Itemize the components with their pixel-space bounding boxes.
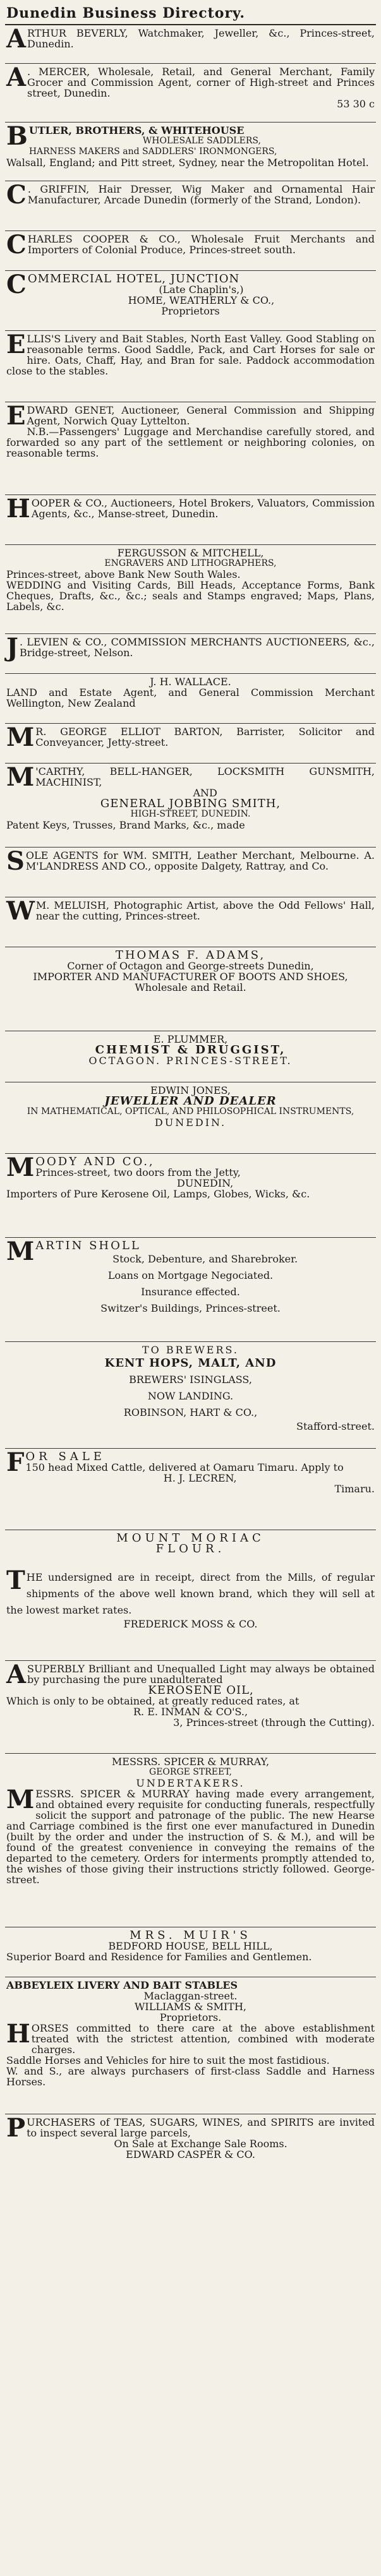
- ad-line: 3, Princes-street (through the Cutting).: [173, 1716, 375, 1728]
- ad-line: ROBINSON, HART & CO.,: [123, 1406, 258, 1418]
- ad-heading: OMMERCIAL HOTEL, JUNCTION: [27, 272, 240, 285]
- ad-levien: [5, 634, 376, 674]
- ad-text: . GRIFFIN, Hair Dresser, Wig Maker and Ornamental Hair Manufacturer, Arcade Dunedin (formerly of the Strand, London).: [27, 183, 375, 206]
- ad-line: Loans on Mortgage Negociated.: [107, 1269, 274, 1281]
- ad-text: ORSES committed to there care at the above establishment treated with the strictest attention, combined with moderate charges.: [31, 2022, 375, 2056]
- ad-line: AND: [193, 787, 217, 799]
- ad-ref: 53 30 c: [337, 98, 375, 110]
- ad-line: 150 head Mixed Cattle, delivered at Oamaru Timaru. Apply to: [25, 1461, 344, 1473]
- ad-moss: [5, 1567, 376, 1661]
- ad-line: DUNEDIN,: [177, 1177, 234, 1189]
- page-header: Dunedin Business Directory.: [6, 5, 245, 21]
- ad-line: Switzer's Buildings, Princes-street.: [100, 1302, 281, 1314]
- ad-text: LLIS'S Livery and Bait Stables, North East Valley. Good Stabling on reasonable terms. Good Saddle, Pack, and Cart Horses for sale or hire. Oats, Chaff, Hay, and Bran for sale. Paddock accommodation close to the stables.: [6, 333, 375, 377]
- ad-barton: [5, 724, 376, 764]
- ad-line: HIGH-STREET, DUNEDIN.: [130, 809, 251, 819]
- drop-cap: M: [6, 722, 35, 752]
- ad-line: H. J. LECREN,: [163, 1472, 237, 1484]
- ad-heading: E. PLUMMER,: [153, 1033, 228, 1045]
- ad-line: Saddle Horses and Vehicles for hire to suit the most fastidious.: [6, 2054, 330, 2066]
- ad-line: R. E. INMAN & CO'S.,: [133, 1706, 248, 1718]
- ad-abbeyleix: [5, 1977, 376, 2114]
- ad-line: Superior Board and Residence for Families and Gentlemen.: [6, 1951, 312, 1963]
- ad-line: Corner of Octagon and George-streets Dunedin,: [67, 960, 314, 972]
- ad-mercer: [5, 64, 376, 123]
- drop-cap: S: [6, 846, 25, 876]
- drop-cap: F: [6, 1447, 25, 1477]
- drop-cap: H: [6, 2019, 30, 2049]
- ad-edward-genet: [5, 402, 376, 495]
- ad-robinson-hart: [5, 1342, 376, 1449]
- ad-text: . LEVIEN & CO., COMMISSION MERCHANTS AUCTIONEERS, &c., Bridge-street, Nelson.: [19, 636, 375, 659]
- ad-line: KEROSENE OIL,: [148, 1684, 254, 1697]
- ad-line: Which is only to be obtained, at greatly reduced rates, at: [6, 1695, 299, 1707]
- drop-cap: A: [6, 24, 27, 54]
- ad-heading: OR SALE: [25, 1450, 106, 1463]
- ad-line: GEORGE STREET,: [149, 1767, 232, 1777]
- ad-text: WEDDING and Visiting Cards, Bill Heads, Acceptance Forms, Bank Cheques, Drafts, &c., &c.; seals and Stamps engraved; Maps, Plans, Labels, &c.: [6, 579, 375, 613]
- drop-cap: M: [6, 762, 35, 792]
- drop-cap: C: [6, 270, 27, 299]
- drop-cap: M: [6, 1153, 35, 1182]
- ad-sole-agents: [5, 848, 376, 897]
- ad-subheading: ENGRAVERS AND LITHOGRAPHERS,: [104, 558, 277, 568]
- ad-line: On Sale at Exchange Sale Rooms.: [114, 2138, 287, 2150]
- ad-text: M. MELUISH, Photographic Artist, above the Odd Fellows' Hall, near the cutting, Princes-street.: [35, 899, 375, 922]
- ad-heading: MOUNT MORIAC: [116, 1531, 265, 1545]
- ad-line: Princes-street, two doors from the Jetty,: [35, 1166, 241, 1178]
- ad-line: OCTAGON. PRINCES-STREET.: [88, 1055, 293, 1067]
- ad-subheading: WHOLESALE SADDLERS,: [142, 136, 261, 146]
- ad-heading: EDWIN JONES,: [150, 1084, 231, 1096]
- drop-cap: B: [6, 121, 28, 151]
- drop-cap: W: [6, 896, 35, 926]
- drop-cap: E: [6, 401, 26, 431]
- ad-heading: THOMAS F. ADAMS,: [115, 949, 266, 962]
- ad-charles-cooper: [5, 231, 376, 271]
- ad-inman: [5, 1661, 376, 1754]
- ad-note: N.B.—Passengers' Luggage and Merchandise carefully stored, and forwarded so any part of the settlement or neighboring colonies, on reasonable terms.: [6, 426, 375, 459]
- drop-cap: H: [6, 494, 30, 524]
- ad-text: R. GEORGE ELLIOT BARTON, Barrister, Solicitor and Conveyancer, Jetty-street.: [35, 726, 375, 748]
- drop-cap: M: [6, 1785, 35, 1814]
- ad-mccarthy: [5, 764, 376, 848]
- ad-line: GENERAL JOBBING SMITH,: [100, 797, 281, 810]
- ad-fergusson-mitchell: [5, 545, 376, 634]
- ad-arthur-beverly: [5, 25, 376, 64]
- ad-heading: ABBEYLEIX LIVERY AND BAIT STABLES: [6, 1979, 238, 1991]
- ad-line: IN MATHEMATICAL, OPTICAL, AND PHILOSOPHICAL INSTRUMENTS,: [27, 1106, 354, 1117]
- ad-line: BEDFORD HOUSE, BELL HILL,: [108, 1940, 273, 1952]
- drop-cap: M: [6, 1237, 35, 1266]
- drop-cap: C: [6, 230, 27, 260]
- drop-cap: P: [6, 2113, 26, 2143]
- ad-thomas-adams: [5, 947, 376, 1031]
- ad-line: KENT HOPS, MALT, AND: [104, 1357, 277, 1370]
- ad-heading: J. H. WALLACE.: [150, 676, 231, 688]
- ad-plummer: [5, 1031, 376, 1082]
- ad-heading: UTLER, BROTHERS, & WHITEHOUSE: [28, 124, 245, 136]
- ad-line: Stock, Debenture, and Sharebroker.: [112, 1253, 298, 1265]
- ad-spicer-murray: [5, 1754, 376, 1927]
- ad-commercial-hotel: [5, 271, 376, 331]
- ad-line: FLOUR.: [155, 1542, 226, 1555]
- ad-heading: MRS. MUIR'S: [130, 1929, 251, 1942]
- ad-line: Walsall, England; and Pitt street, Sydney, near the Metropolitan Hotel.: [6, 157, 369, 169]
- ad-heading: MESSRS. SPICER & MURRAY,: [111, 1756, 270, 1768]
- ad-line: BREWERS' ISINGLASS,: [129, 1374, 252, 1386]
- ad-heading: TO BREWERS.: [142, 1344, 239, 1356]
- ad-mount-moriac-title: [5, 1530, 376, 1567]
- ad-text: URCHASERS of TEAS, SUGARS, WINES, and SPIRITS are invited to inspect several large parcels,: [27, 2116, 375, 2139]
- ad-meluish: [5, 897, 376, 947]
- ad-line: W. and S., are always purchasers of first-class Saddle and Harness Horses.: [6, 2065, 375, 2088]
- ad-text: HE undersigned are in receipt, direct from the Mills, of regular shipments of the above well known brand, which they will sell at the lowest market rates.: [6, 1571, 375, 1616]
- ad-line: (Late Chaplin's,): [159, 284, 244, 296]
- ad-line: DUNEDIN.: [154, 1117, 227, 1129]
- ad-text: OLE AGENTS for WM. SMITH, Leather Merchant, Melbourne. A. M'LANDRESS AND CO., opposite Dalgety, Rattray, and Co.: [25, 849, 375, 872]
- ad-line: HOME, WEATHERLY & CO.,: [128, 294, 275, 306]
- ad-line: Maclaggan-street.: [143, 1990, 238, 2002]
- ad-line: Proprietors.: [159, 2011, 222, 2023]
- ad-line: Stafford-street.: [296, 1420, 375, 1432]
- ad-signature: EDWARD CASPER & CO.: [126, 2148, 255, 2160]
- ad-heading: ARTIN SHOLL: [35, 1239, 141, 1252]
- drop-cap: J: [6, 633, 18, 662]
- ad-griffin: [5, 181, 376, 231]
- ad-line: CHEMIST & DRUGGIST,: [95, 1043, 286, 1057]
- ad-text: DWARD GENET, Auctioneer, General Commission and Shipping Agent, Norwich Quay Lyttelton.: [27, 404, 375, 427]
- drop-cap: T: [6, 1566, 25, 1595]
- ad-line: Patent Keys, Trusses, Brand Marks, &c., made: [6, 819, 245, 831]
- ad-text: RTHUR BEVERLY, Watchmaker, Jeweller, &c., Princes-street, Dunedin.: [27, 27, 375, 50]
- ad-text: HARLES COOPER & CO., Wholesale Fruit Merchants and Importers of Colonial Produce, Princes-street south.: [27, 233, 375, 256]
- ad-text: LAND and Estate Agent, and General Commission Merchant Wellington, New Zealand: [6, 686, 375, 709]
- ad-line: IMPORTER AND MANUFACTURER OF BOOTS AND SHOES,: [33, 971, 348, 983]
- ad-casper: [5, 2114, 376, 2176]
- ad-wallace: [5, 674, 376, 724]
- ad-heading: FERGUSSON & MITCHELL,: [117, 547, 264, 559]
- ad-moody: [5, 1154, 376, 1238]
- ad-hooper: [5, 495, 376, 545]
- ad-line: WILLIAMS & SMITH,: [134, 2001, 247, 2013]
- ad-heading: OODY AND CO.,: [35, 1155, 155, 1168]
- drop-cap: C: [6, 180, 27, 210]
- ad-line: Importers of Pure Kerosene Oil, Lamps, Globes, Wicks, &c.: [6, 1188, 310, 1200]
- ad-line: Proprietors: [161, 305, 220, 317]
- drop-cap: A: [6, 1660, 27, 1689]
- ad-ellis-livery: [5, 331, 376, 402]
- ad-signature: FREDERICK MOSS & CO.: [123, 1618, 258, 1630]
- ad-mrs-muir: [5, 1927, 376, 1977]
- ad-text: . MERCER, Wholesale, Retail, and General Merchant, Family Grocer and Commission Agent, corner of High-street and Princes street, Dunedin.: [27, 66, 375, 99]
- ad-martin-sholl: [5, 1238, 376, 1342]
- ad-line: Timaru.: [334, 1483, 375, 1495]
- ad-line: JEWELLER AND DEALER: [104, 1094, 277, 1108]
- ad-edwin-jones: [5, 1082, 376, 1154]
- ad-line: NOW LANDING.: [147, 1390, 234, 1402]
- drop-cap: E: [6, 330, 26, 359]
- drop-cap: A: [6, 63, 27, 92]
- ad-line: Wholesale and Retail.: [135, 981, 246, 993]
- ad-line: HARNESS MAKERS and SADDLERS' IRONMONGERS,: [28, 147, 277, 157]
- ad-line: UNDERTAKERS.: [136, 1777, 245, 1789]
- ad-line: Princes-street, above Bank New South Wales.: [6, 568, 241, 580]
- ad-for-sale: [5, 1449, 376, 1530]
- ad-butler-brothers: [5, 123, 376, 181]
- ad-text: OOPER & CO., Auctioneers, Hotel Brokers, Valuators, Commission Agents, &c., Manse-street, Dunedin.: [31, 497, 375, 520]
- ad-line: Insurance effected.: [141, 1286, 240, 1298]
- ad-text: SUPERBLY Brilliant and Unequalled Light may always be obtained by purchasing the pure unadulterated: [27, 1663, 375, 1686]
- ad-heading: 'CARTHY, BELL-HANGER, LOCKSMITH GUNSMITH, MACHINIST,: [35, 765, 375, 788]
- ad-text: ESSRS. SPICER & MURRAY having made every arrangement, and obtained every requisite for conducting funerals, respectfully solicit the support and patronage of the public. The new Hearse and Carriage combined is the first one ever manufactured in Dunedin (built by the order and under the instruction of S. & M.), and will be found of the greatest convenience in conveying the remains of the departed to the cemetery. Orders for interments promptly attended to, the wishes of those giving their instructions strictly followed. George-street.: [6, 1788, 375, 1886]
